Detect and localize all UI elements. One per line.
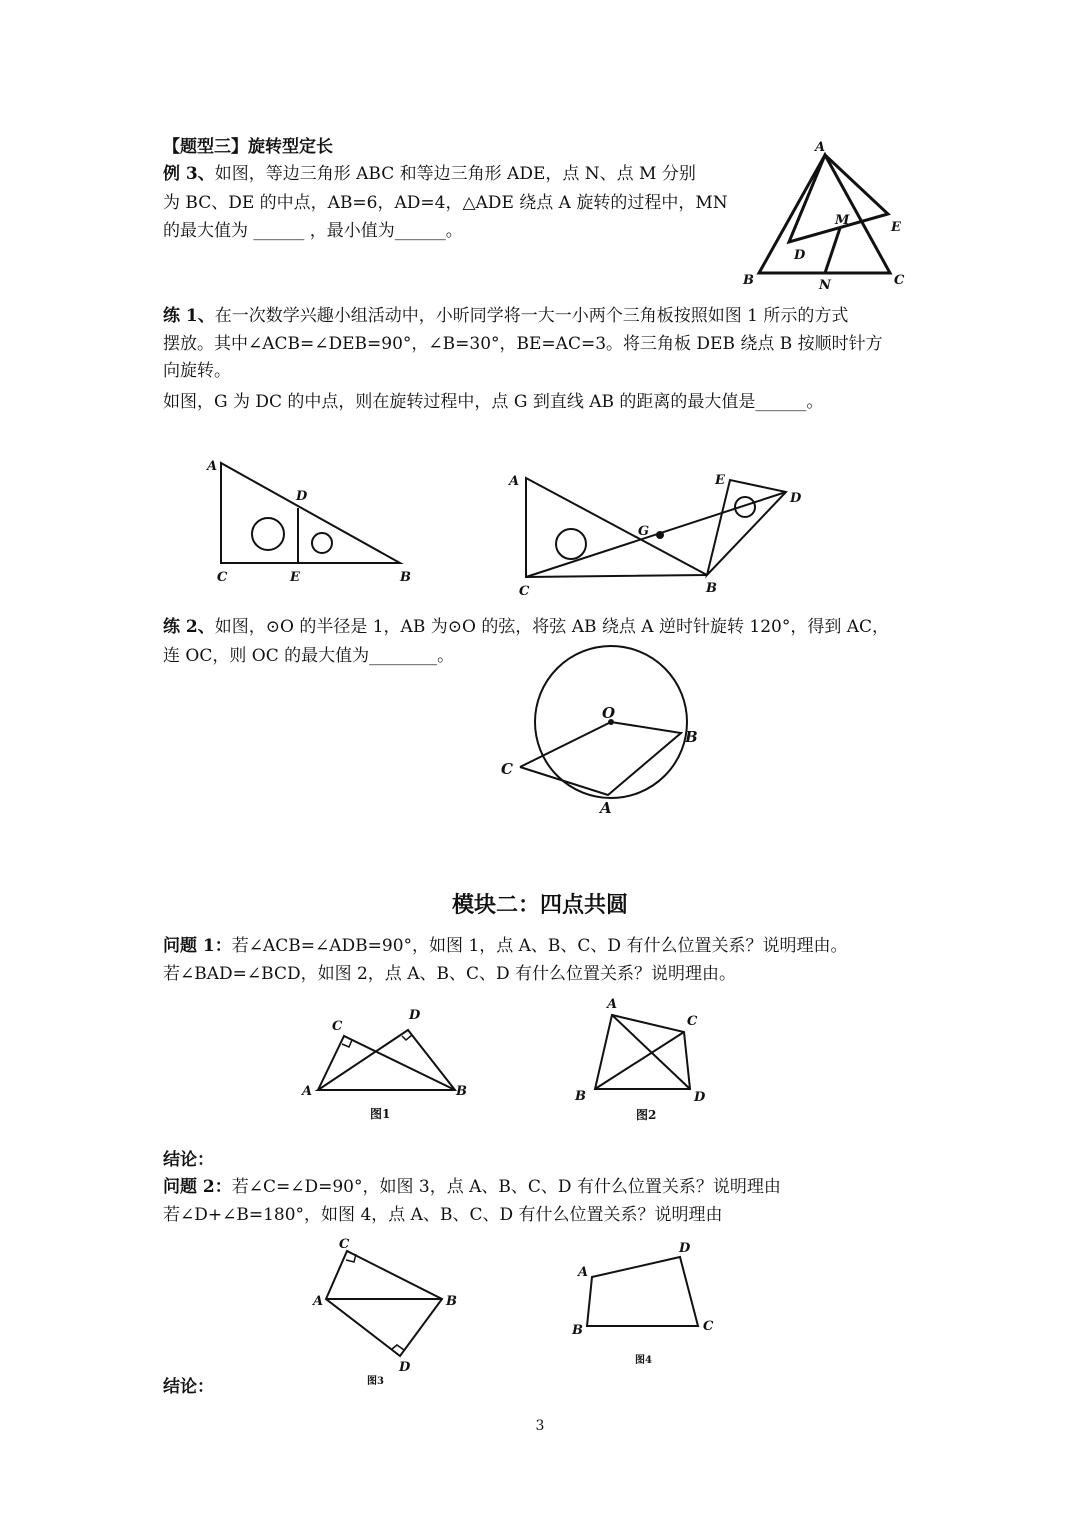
label-c-f4: C: [703, 1319, 714, 1334]
practice2-line2: 连 OC，则 OC 的最大值为________。: [163, 646, 455, 666]
label-b-fig2: B: [706, 581, 717, 596]
label-e: E: [891, 220, 901, 235]
label-c-f2: C: [687, 1014, 698, 1029]
label-d-f3: D: [399, 1360, 411, 1375]
q1-line2: 若∠BAD=∠BCD，如图 2，点 A、B、C、D 有什么位置关系？说明理由。: [163, 964, 737, 984]
label-g-fig2: G: [638, 524, 650, 539]
label-c-fig2: C: [519, 584, 530, 599]
label-d-fig2: D: [790, 491, 802, 506]
label-c-fig1: C: [217, 570, 228, 585]
practice1-line3: 向旋转。: [163, 361, 231, 381]
label-c-f1: C: [332, 1019, 343, 1034]
right-angle-d-q2: [392, 1345, 404, 1350]
practice1-text1: 在一次数学兴趣小组活动中，小昕同学将一大一小两个三角板按照如图 1 所示的方式: [214, 306, 849, 326]
section-heading: 【题型三】旋转型定长: [163, 137, 333, 157]
label-b-f3: B: [446, 1294, 457, 1309]
label-n: N: [819, 278, 831, 293]
practice1-line4: 如图，G 为 DC 的中点，则在旋转过程中，点 G 到直线 AB 的距离的最大值是______。: [163, 392, 824, 412]
label-d-f2: D: [694, 1090, 706, 1105]
caption-fig1: 图1: [370, 1107, 391, 1121]
label-d-f1: D: [409, 1008, 421, 1023]
label-b-f2: B: [575, 1089, 586, 1104]
practice1-label: 练 1、: [163, 306, 215, 326]
label-a-fig2: A: [509, 474, 520, 489]
label-a: A: [600, 799, 612, 817]
label-e-fig1: E: [290, 570, 300, 585]
q2-text1: 若∠C=∠D=90°，如图 3，点 A、B、C、D 有什么位置关系？说明理由: [231, 1177, 781, 1197]
label-a-f3: A: [313, 1294, 324, 1309]
q1-conclusion: 结论：: [163, 1150, 214, 1170]
label-a: A: [815, 140, 826, 155]
practice2-label: 练 2、: [163, 617, 215, 637]
example3-line3: 的最大值为 ______ ，最小值为______。: [163, 221, 463, 241]
label-a-f4: A: [578, 1265, 589, 1280]
caption-fig4: 图4: [635, 1355, 652, 1366]
label-m: M: [835, 213, 850, 228]
label-d-fig1: D: [296, 489, 308, 504]
label-c: C: [501, 760, 513, 778]
label-d-f4: D: [679, 1241, 691, 1256]
label-b: B: [743, 273, 754, 288]
label-a-f1: A: [302, 1084, 313, 1099]
q1-text1: 若∠ACB=∠ADB=90°，如图 1，点 A、B、C、D 有什么位置关系？说明理由。: [231, 936, 848, 956]
example3-text1: 如图，等边三角形 ABC 和等边三角形 ADE，点 N、点 M 分别: [214, 164, 696, 184]
label-o: O: [602, 704, 616, 722]
label-b-fig1: B: [400, 570, 411, 585]
page-number: 3: [535, 1418, 545, 1434]
example3-line2: 为 BC、DE 的中点，AB=6，AD=4，△ADE 绕点 A 旋转的过程中，MN: [163, 193, 728, 213]
label-a-fig1: A: [207, 459, 218, 474]
example3-label: 例 3、: [163, 164, 215, 184]
practice2-text1: 如图，⊙O 的半径是 1，AB 为⊙O 的弦，将弦 AB 绕点 A 逆时针旋转 120°，得到 AC，: [214, 617, 890, 637]
module-title: 模块二：四点共圆: [451, 892, 628, 918]
quad-cadb-q2: [326, 1251, 442, 1356]
caption-fig3: 图3: [367, 1376, 384, 1387]
label-b: B: [685, 728, 698, 746]
label-c-f3: C: [339, 1237, 350, 1252]
label-e-fig2: E: [715, 473, 725, 488]
quad-adcb-q2: [587, 1257, 698, 1326]
caption-fig2: 图2: [636, 1108, 657, 1122]
label-b-f4: B: [572, 1323, 583, 1338]
label-b-f1: B: [456, 1084, 467, 1099]
q2-line2: 若∠D+∠B=180°，如图 4，点 A、B、C、D 有什么位置关系？说明理由: [163, 1205, 723, 1225]
q2-label: 问题 2：: [163, 1177, 232, 1197]
q1-label: 问题 1：: [163, 936, 232, 956]
q2-conclusion: 结论：: [163, 1377, 214, 1397]
practice1-line2: 摆放。其中∠ACB=∠DEB=90°，∠B=30°，BE=AC=3。将三角板 DEB 绕点 B 按顺时针方: [163, 334, 883, 354]
label-c: C: [894, 273, 905, 288]
label-d: D: [794, 248, 806, 263]
label-a-f2: A: [607, 997, 618, 1012]
